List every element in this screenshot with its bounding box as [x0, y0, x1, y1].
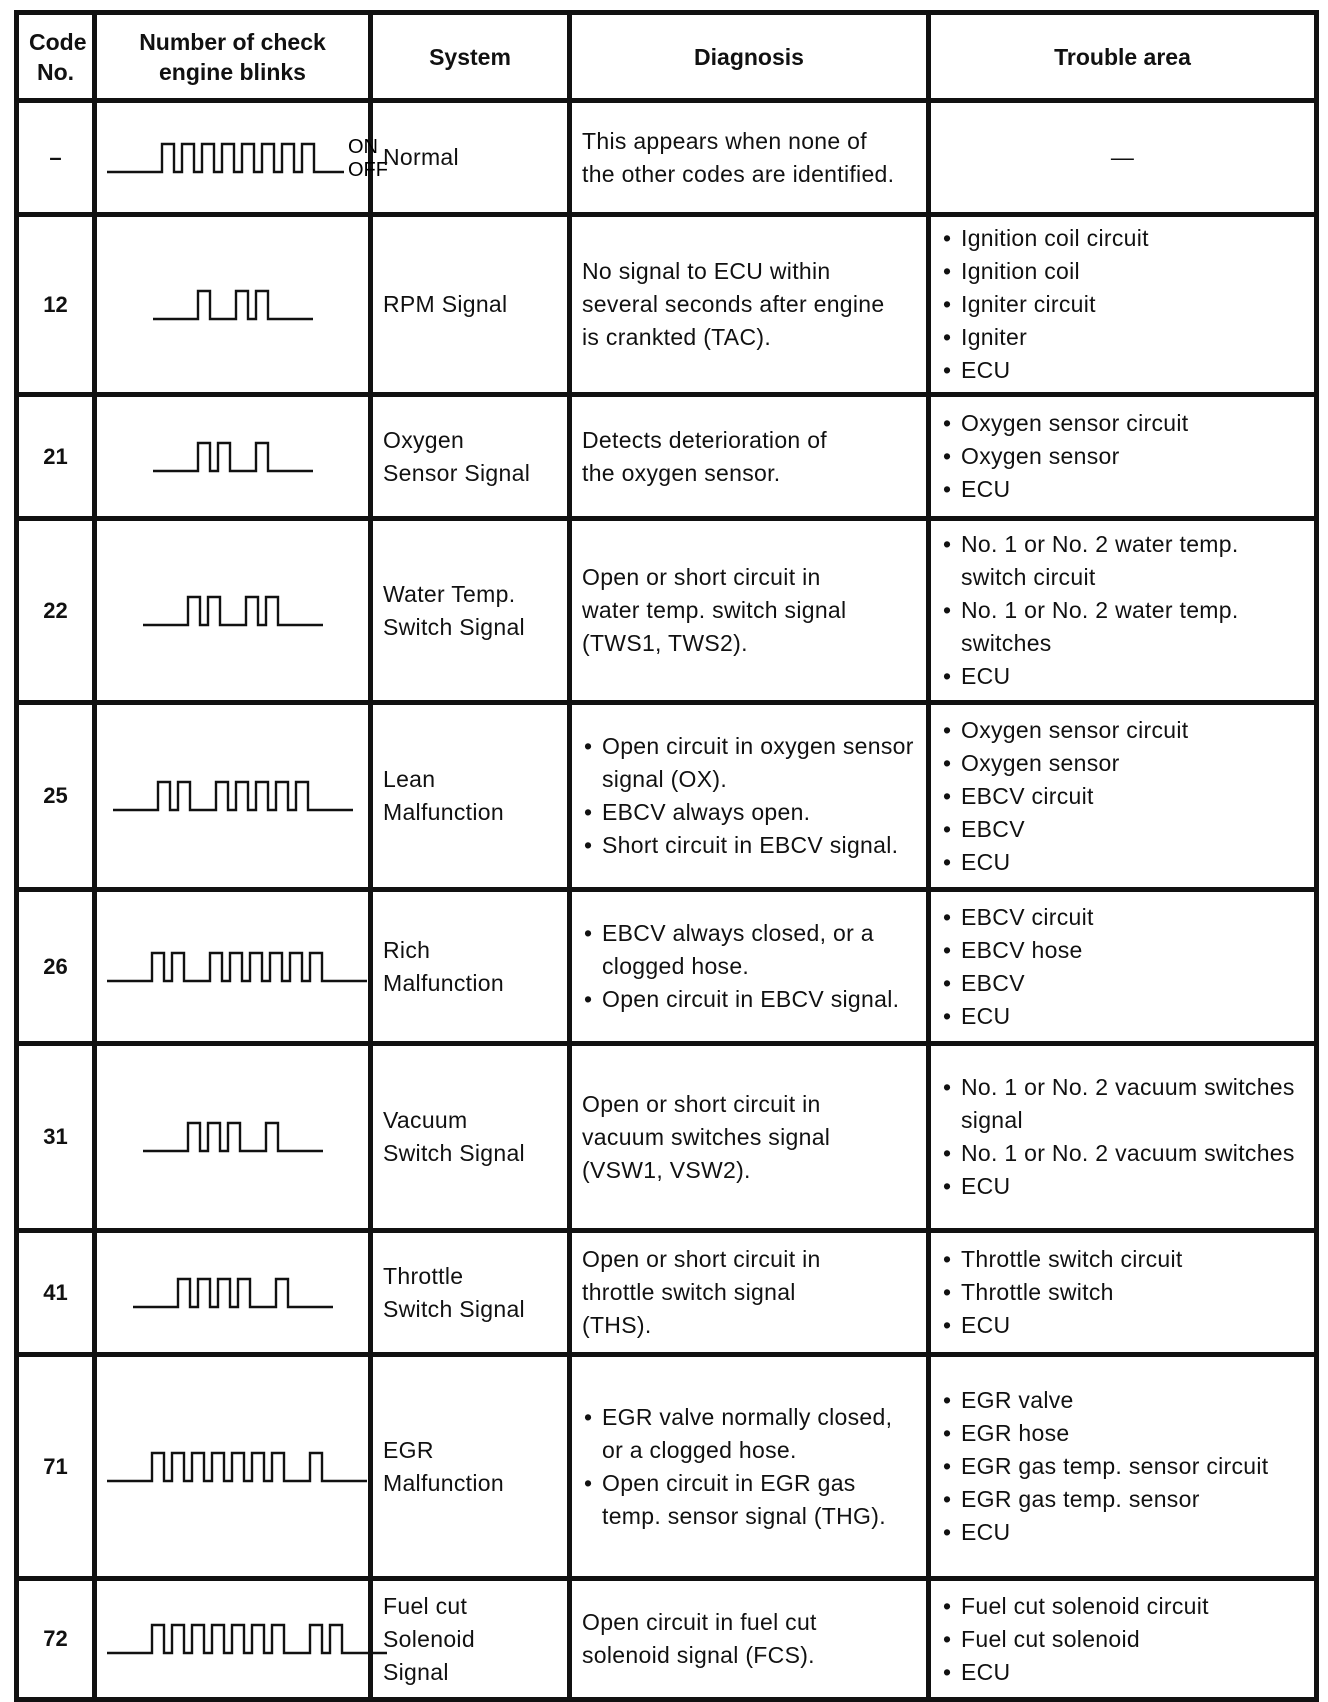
blink-pulse-train	[153, 291, 313, 319]
system-line: RPM Signal	[383, 291, 508, 317]
trouble-area-item: • EBCV hose	[941, 934, 1304, 967]
system-line: Switch Signal	[383, 1295, 525, 1322]
system-cell	[371, 101, 570, 215]
diagnosis-line: is crankted (TAC).	[582, 324, 772, 350]
blink-waveform-3	[143, 591, 323, 631]
diagnosis-line: vacuum switches signal	[582, 1123, 831, 1150]
trouble-area-item: • ECU	[941, 1656, 1304, 1689]
header-code-no	[17, 13, 95, 101]
trouble-area-item: • ECU	[941, 1170, 1304, 1203]
trouble-area-list	[941, 714, 1304, 879]
diagnosis-cell	[570, 1044, 929, 1231]
diagnosis-item: • EBCV always open.	[582, 796, 916, 829]
trouble-area-item: • Throttle switch	[941, 1276, 1304, 1309]
table-row	[17, 215, 1317, 395]
system-line: EGR	[383, 1436, 434, 1463]
diagnosis-item: • EBCV always closed, or a clogged hose.	[582, 917, 916, 983]
diagnosis-cell	[570, 215, 929, 395]
trouble-area-item: • EGR hose	[941, 1417, 1304, 1450]
trouble-area-item: • Oxygen sensor	[941, 747, 1304, 780]
table-row	[17, 1231, 1317, 1355]
blink-pulse-train	[133, 1279, 333, 1307]
header-blinks-line-2: engine blinks	[159, 58, 306, 85]
waveform-off-label: OFF	[348, 158, 388, 178]
table-row	[17, 519, 1317, 703]
trouble-area-list	[941, 1071, 1304, 1203]
table-row	[17, 890, 1317, 1044]
blink-pattern-cell	[95, 1355, 371, 1579]
system-line: Lean	[383, 766, 436, 792]
trouble-area-cell	[929, 519, 1317, 703]
trouble-area-item: • Igniter	[941, 321, 1304, 354]
diagnosis-line: solenoid signal (FCS).	[582, 1642, 815, 1668]
blink-pulse-train	[107, 953, 367, 981]
system-line: Signal	[383, 1658, 449, 1685]
diagnosis-line: the oxygen sensor.	[582, 459, 781, 486]
code-number-cell: 25	[17, 703, 95, 890]
table-row	[17, 1355, 1317, 1579]
diagnosis-cell	[570, 1355, 929, 1579]
trouble-area-item: • EBCV circuit	[941, 780, 1304, 813]
system-cell	[371, 1044, 570, 1231]
diagnosis-cell	[570, 519, 929, 703]
code-number-cell: 12	[17, 215, 95, 395]
code-number-cell: –	[17, 101, 95, 215]
system-line: Fuel cut	[383, 1592, 468, 1619]
diagnosis-line: (VSW1, VSW2).	[582, 1156, 751, 1183]
trouble-area-cell: —	[929, 101, 1317, 215]
header-trouble-area: Trouble area	[929, 13, 1317, 101]
blink-waveform-9	[107, 1619, 387, 1659]
blink-pulse-train	[153, 443, 313, 471]
blink-pulse-train	[113, 782, 353, 810]
trouble-area-list	[941, 222, 1304, 387]
system-cell	[371, 1579, 570, 1700]
system-cell	[371, 1231, 570, 1355]
header-system: System	[371, 13, 570, 101]
blink-pattern-cell	[95, 1579, 371, 1700]
system-cell	[371, 395, 570, 519]
trouble-area-item: • Fuel cut solenoid	[941, 1623, 1304, 1656]
diagnostic-code-sheet	[14, 10, 1314, 1702]
diagnosis-list	[582, 917, 916, 1016]
blink-pattern-cell	[95, 703, 371, 890]
system-cell	[371, 890, 570, 1044]
header-row	[17, 13, 1317, 101]
trouble-area-item: • EGR gas temp. sensor circuit	[941, 1450, 1304, 1483]
system-line: Throttle	[383, 1262, 464, 1289]
blink-pattern-cell	[95, 519, 371, 703]
blink-pulse-train	[107, 1625, 387, 1653]
system-line: Normal	[383, 144, 459, 170]
blink-pattern-cell	[95, 1231, 371, 1355]
diagnosis-line: No signal to ECU within	[582, 258, 831, 284]
trouble-area-item: • ECU	[941, 473, 1304, 506]
trouble-area-item: • ECU	[941, 354, 1304, 387]
trouble-area-item: • Fuel cut solenoid circuit	[941, 1590, 1304, 1623]
trouble-area-cell	[929, 1044, 1317, 1231]
trouble-area-item: • No. 1 or No. 2 water temp. switches	[941, 594, 1304, 660]
blink-pattern-cell	[95, 101, 388, 215]
diagnosis-line: This appears when none of	[582, 127, 867, 154]
system-line: Switch Signal	[383, 613, 525, 640]
trouble-area-item: • ECU	[941, 1516, 1304, 1549]
trouble-area-cell	[929, 890, 1317, 1044]
system-cell	[371, 215, 570, 395]
header-blinks	[95, 13, 371, 101]
system-line: Malfunction	[383, 1469, 504, 1496]
header-blinks-line-1: Number of check	[139, 28, 326, 55]
header-code-line-2: No.	[36, 58, 75, 85]
trouble-area-item: • Oxygen sensor circuit	[941, 714, 1304, 747]
diagnosis-item: • EGR valve normally closed, or a clogged hose.	[582, 1401, 916, 1467]
blink-waveform-6	[143, 1117, 323, 1157]
blink-waveform-2	[153, 437, 313, 477]
trouble-area-item: • No. 1 or No. 2 vacuum switches signal	[941, 1071, 1304, 1137]
diagnosis-line: the other codes are identified.	[582, 160, 895, 187]
trouble-area-list	[941, 528, 1304, 693]
blink-waveform-0	[107, 138, 394, 178]
trouble-area-item: • Oxygen sensor circuit	[941, 407, 1304, 440]
diagnosis-line: Open circuit in fuel cut	[582, 1609, 817, 1635]
blink-waveform-5	[107, 947, 367, 987]
blink-waveform-8	[107, 1447, 367, 1487]
diagnosis-cell	[570, 1579, 929, 1700]
diagnosis-line: water temp. switch signal	[582, 597, 847, 623]
code-number-cell: 22	[17, 519, 95, 703]
blink-pattern-cell	[95, 890, 371, 1044]
blink-pattern-cell	[95, 395, 371, 519]
trouble-area-list	[941, 1590, 1304, 1689]
diagnosis-cell	[570, 1231, 929, 1355]
header-code-line-1: Code	[29, 28, 87, 55]
system-line: Oxygen	[383, 426, 465, 453]
table-body	[17, 101, 1317, 1700]
trouble-area-item: • Throttle switch circuit	[941, 1243, 1304, 1276]
system-cell	[371, 1355, 570, 1579]
system-line: Water Temp.	[383, 580, 516, 607]
diagnosis-line: Detects deterioration of	[582, 426, 827, 453]
trouble-area-cell	[929, 1231, 1317, 1355]
trouble-area-item: • Oxygen sensor	[941, 440, 1304, 473]
trouble-area-item: • Igniter circuit	[941, 288, 1304, 321]
trouble-area-list	[941, 407, 1304, 506]
system-line: Malfunction	[383, 969, 504, 996]
trouble-area-item: • EBCV circuit	[941, 901, 1304, 934]
code-number-cell: 41	[17, 1231, 95, 1355]
trouble-area-list	[941, 1243, 1304, 1342]
trouble-area-item: • EGR gas temp. sensor	[941, 1483, 1304, 1516]
diagnosis-line: Open or short circuit in	[582, 1090, 821, 1117]
trouble-area-item: • EBCV	[941, 967, 1304, 1000]
system-line: Sensor Signal	[383, 459, 531, 486]
diagnosis-line: throttle switch signal	[582, 1279, 796, 1305]
diagnosis-line: Open or short circuit in	[582, 1246, 821, 1272]
trouble-area-item: • ECU	[941, 660, 1304, 693]
trouble-area-item: • Ignition coil circuit	[941, 222, 1304, 255]
trouble-area-cell	[929, 1355, 1317, 1579]
system-line: Rich	[383, 936, 431, 963]
trouble-area-item: • EBCV	[941, 813, 1304, 846]
trouble-area-list	[941, 1384, 1304, 1549]
diagnosis-cell	[570, 703, 929, 890]
trouble-area-item: • Ignition coil	[941, 255, 1304, 288]
trouble-area-list	[941, 901, 1304, 1033]
code-number-cell: 26	[17, 890, 95, 1044]
table-row	[17, 101, 1317, 215]
diagnosis-line: (TWS1, TWS2).	[582, 630, 748, 656]
trouble-area-cell	[929, 395, 1317, 519]
blink-pattern-cell	[95, 215, 371, 395]
diagnosis-list	[582, 1401, 916, 1533]
diagnosis-item: • Open circuit in EBCV signal.	[582, 983, 916, 1016]
system-line: Solenoid	[383, 1625, 475, 1652]
blink-pulse-train	[107, 1453, 367, 1481]
trouble-area-item: • ECU	[941, 1000, 1304, 1033]
trouble-area-item: • ECU	[941, 846, 1304, 879]
trouble-area-item: • ECU	[941, 1309, 1304, 1342]
code-number-cell: 72	[17, 1579, 95, 1700]
trouble-area-cell	[929, 703, 1317, 890]
system-cell	[371, 519, 570, 703]
table-row	[17, 395, 1317, 519]
table-row	[17, 1579, 1317, 1700]
diagnosis-line: (THS).	[582, 1312, 652, 1338]
system-cell	[371, 703, 570, 890]
diagnosis-line: Open or short circuit in	[582, 564, 821, 590]
diagnosis-line: several seconds after engine	[582, 291, 885, 317]
diagnosis-item: • Short circuit in EBCV signal.	[582, 829, 916, 862]
blink-waveform-4	[113, 776, 353, 816]
diagnosis-list	[582, 730, 916, 862]
blink-pulse-train	[107, 144, 344, 172]
table-row	[17, 703, 1317, 890]
system-line: Malfunction	[383, 799, 504, 825]
waveform-on-label: ON	[348, 137, 378, 158]
diagnosis-item: • Open circuit in EGR gas temp. sensor signal (THG).	[582, 1467, 916, 1533]
code-number-cell: 71	[17, 1355, 95, 1579]
code-number-cell: 21	[17, 395, 95, 519]
trouble-area-cell	[929, 215, 1317, 395]
table-row	[17, 1044, 1317, 1231]
code-number-cell: 31	[17, 1044, 95, 1231]
trouble-area-cell	[929, 1579, 1317, 1700]
header-diagnosis: Diagnosis	[570, 13, 929, 101]
blink-pulse-train	[143, 1123, 323, 1151]
trouble-area-item: • No. 1 or No. 2 vacuum switches	[941, 1137, 1304, 1170]
diagnosis-cell	[570, 395, 929, 519]
blink-pulse-train	[143, 597, 323, 625]
system-line: Switch Signal	[383, 1140, 525, 1166]
blink-pattern-cell	[95, 1044, 371, 1231]
diagnosis-item: • Open circuit in oxygen sensor signal (OX).	[582, 730, 916, 796]
diagnostic-code-table	[14, 10, 1319, 1702]
trouble-area-item: • No. 1 or No. 2 water temp. switch circuit	[941, 528, 1304, 594]
diagnosis-cell	[570, 890, 929, 1044]
diagnosis-cell	[570, 101, 929, 215]
blink-waveform-1	[153, 285, 313, 325]
system-line: Vacuum	[383, 1107, 468, 1133]
trouble-area-item: • EGR valve	[941, 1384, 1304, 1417]
blink-waveform-7	[133, 1273, 333, 1313]
